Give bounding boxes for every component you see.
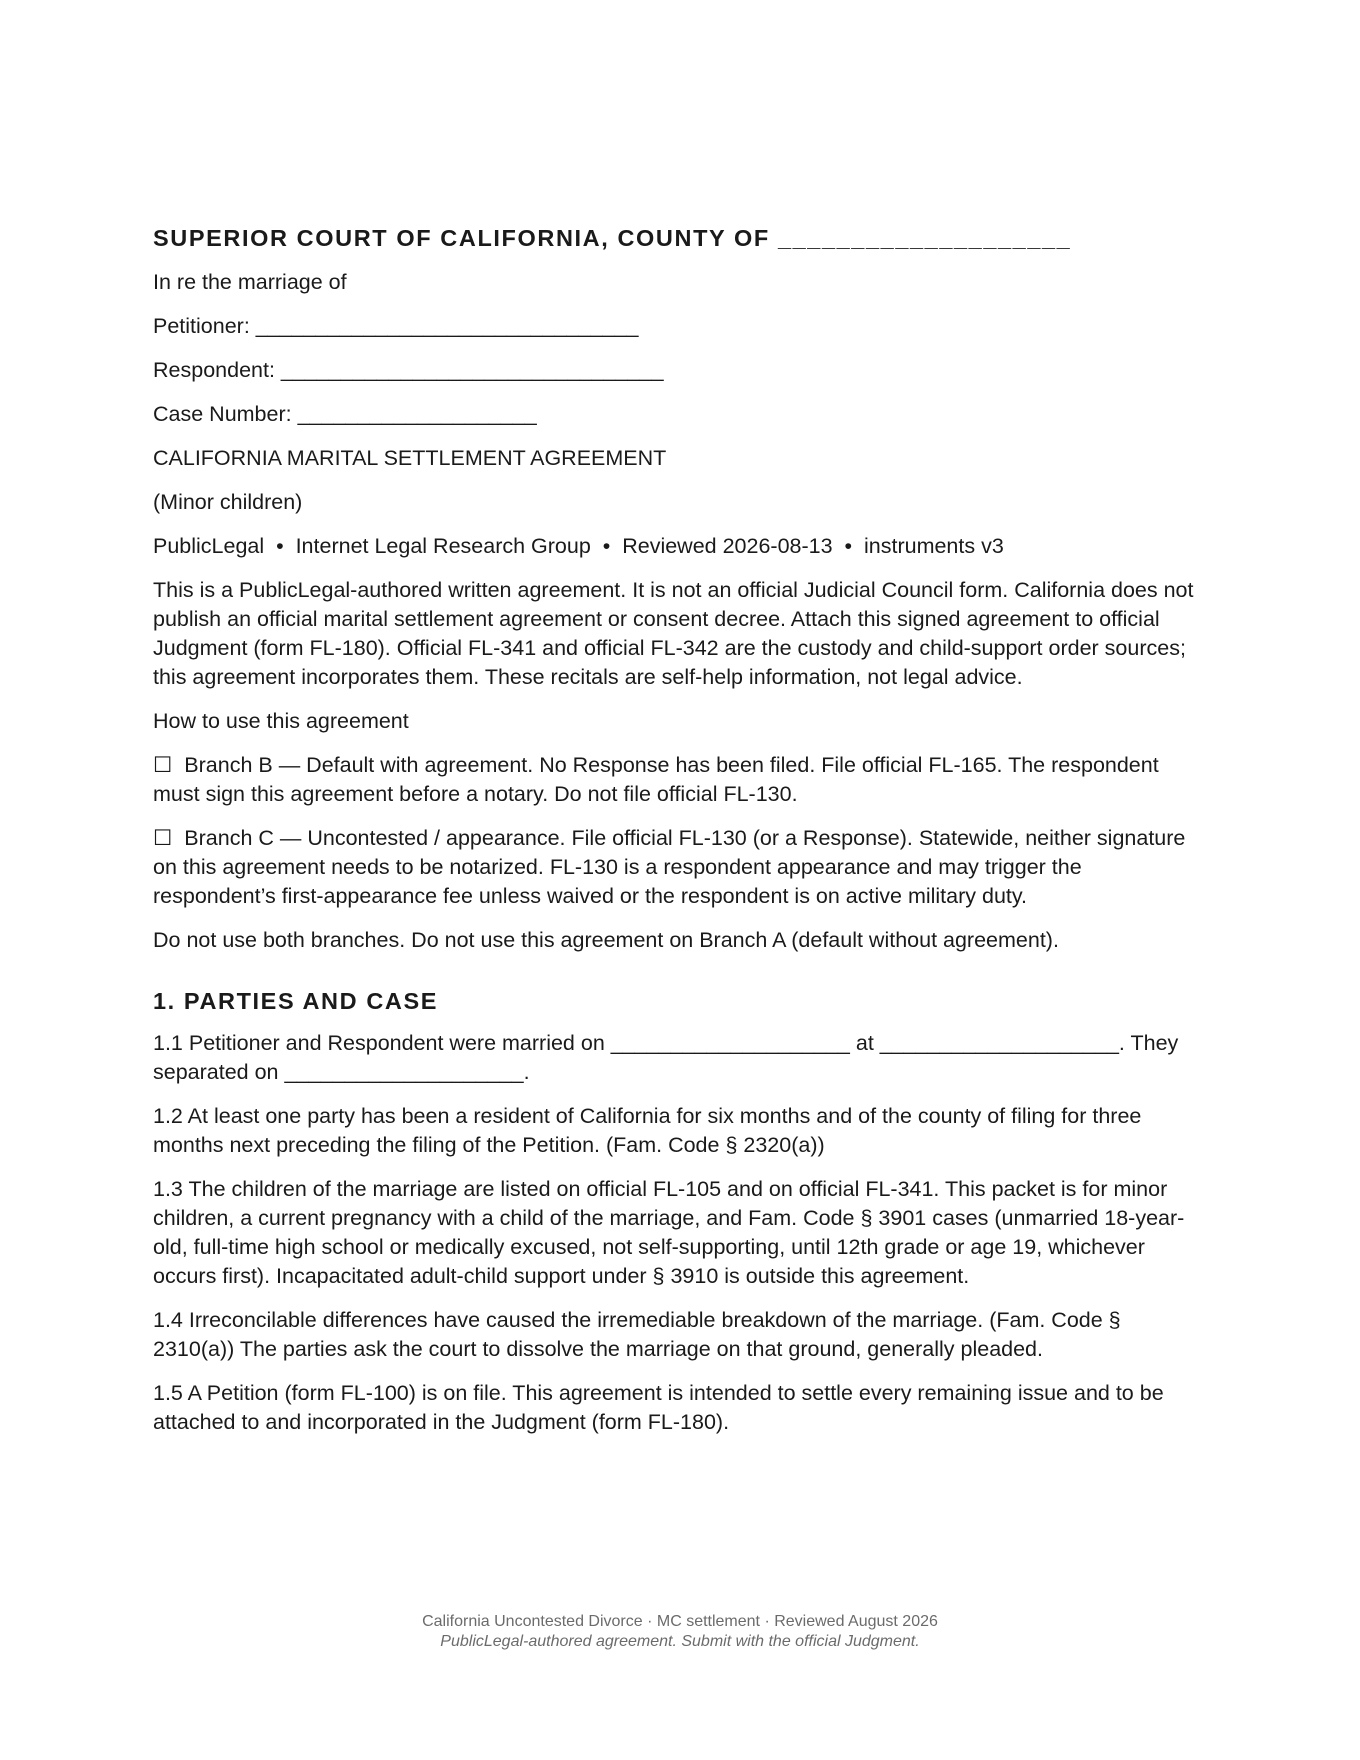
page-footer (0, 1612, 1360, 1652)
branch-b-text: Branch B — Default with agreement. No Response has been filed. File official FL-165. The respondent must sign this agreement before a notary. Do not file official FL-130. (153, 753, 1159, 806)
checkbox-icon: ☐ (153, 753, 173, 777)
section-1-heading: 1. PARTIES AND CASE (153, 988, 439, 1014)
document-subtitle: (Minor children) (153, 490, 303, 514)
footer-line-2: PublicLegal-authored agreement. Submit with the official Judgment. (440, 1633, 920, 1650)
branch-b-item (153, 751, 1203, 809)
checkbox-icon: ☐ (153, 826, 173, 850)
how-to-label: How to use this agreement (153, 709, 409, 733)
paragraph-1-2: 1.2 At least one party has been a resident of California for six months and of the county of filing for three months next preceding the filing of the Petition. (Fam. Code § 2320(a)) (153, 1104, 1142, 1157)
branch-warning: Do not use both branches. Do not use this agreement on Branch A (default without agreement). (153, 928, 1059, 952)
court-heading: SUPERIOR COURT OF CALIFORNIA, COUNTY OF ____________________ (153, 225, 1072, 251)
paragraph-1-1: 1.1 Petitioner and Respondent were married on ____________________ at ____________________. They separated on ____________________. (153, 1031, 1179, 1084)
paragraph-1-3: 1.3 The children of the marriage are listed on official FL-105 and on official FL-341. This packet is for minor children, a current pregnancy with a child of the marriage, and Fam. Code § 3901 cases (unmarried 18-year-old, full-time high school or medically excused, not self-supporting, until 12th grade or age 19, whichever occurs first). Incapacitated adult-child support under § 3910 is outside this agreement. (153, 1177, 1185, 1288)
respondent-line: Respondent: ________________________________ (153, 358, 664, 382)
branch-c-text: Branch C — Uncontested / appearance. File official FL-130 (or a Response). Statewide, neither signature on this agreement needs to be notarized. FL-130 is a respondent appearance and may trigger the respondent’s first-appearance fee unless waived or the respondent is on active military duty. (153, 826, 1186, 908)
paragraph-1-4: 1.4 Irreconcilable differences have caused the irremediable breakdown of the marriage. (Fam. Code § 2310(a)) The parties ask the court to dissolve the marriage on that ground, generally pleaded. (153, 1308, 1121, 1361)
petitioner-line: Petitioner: ________________________________ (153, 314, 639, 338)
in-re-line: In re the marriage of (153, 270, 347, 294)
case-number-line: Case Number: ____________________ (153, 402, 537, 426)
document-title: CALIFORNIA MARITAL SETTLEMENT AGREEMENT (153, 446, 667, 470)
paragraph-1-5: 1.5 A Petition (form FL-100) is on file. This agreement is intended to settle every remaining issue and to be attached to and incorporated in the Judgment (form FL-180). (153, 1381, 1164, 1434)
meta-line: PublicLegal • Internet Legal Research Group • Reviewed 2026-08-13 • instruments v3 (153, 534, 1004, 558)
footer-line-1: California Uncontested Divorce · MC settlement · Reviewed August 2026 (422, 1613, 938, 1630)
branch-c-item (153, 824, 1203, 911)
document-body (153, 222, 1203, 1452)
intro-paragraph: This is a PublicLegal-authored written agreement. It is not an official Judicial Council form. California does not publish an official marital settlement agreement or consent decree. Attach this signed agreement to official Judgment (form FL-180). Official FL-341 and official FL-342 are the custody and child-support order sources; this agreement incorporates them. These recitals are self-help information, not legal advice. (153, 578, 1194, 689)
